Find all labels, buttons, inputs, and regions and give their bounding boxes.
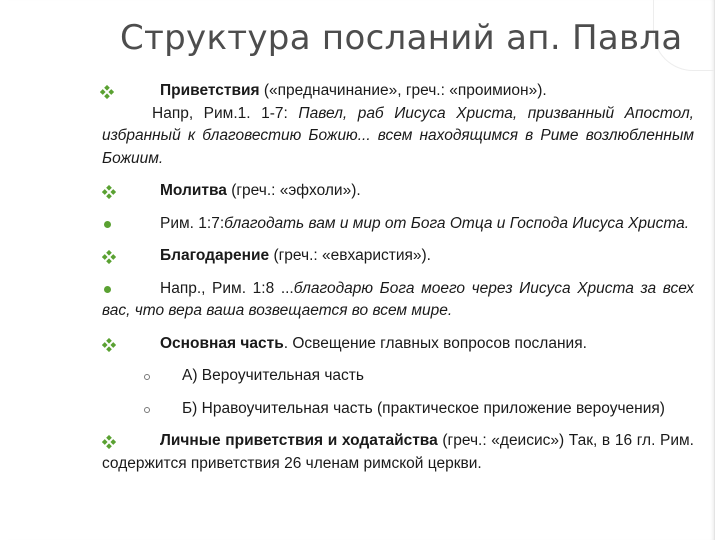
list-item (102, 278, 694, 323)
slide-title: Структура посланий ап. Павла (120, 18, 683, 58)
italic-quote: благодать вам и мир от Бога Отца и Господа Иисуса Христа. (224, 214, 689, 232)
list-item (102, 245, 694, 268)
sub-item-text: Б) Нравоучительная часть (практическое приложение вероучения) (182, 399, 665, 417)
body-text: (греч.: «евхаристия»). (269, 247, 431, 264)
list-item (102, 398, 694, 421)
heading-text: Приветствия (160, 82, 260, 99)
heading-text: Основная часть (160, 334, 284, 352)
list-item (102, 80, 694, 103)
green-dot-icon (104, 221, 111, 228)
ring-icon (144, 374, 150, 380)
checker-diamond-icon (102, 338, 116, 352)
body-text: Рим. 1:7: (160, 214, 225, 232)
body-text: (греч.: «деисис») Так, в 16 гл. Рим. содержится приветствия 26 членам римской церкви. (102, 432, 694, 472)
list-item (102, 333, 694, 356)
heading-text: Молитва (160, 182, 227, 199)
list-item (102, 213, 694, 236)
ring-icon (144, 407, 150, 413)
body-text: (греч.: «эфхоли»). (226, 182, 361, 199)
green-dot-icon (104, 286, 111, 293)
paragraph (102, 103, 694, 171)
body-text: («предначинание», греч.: «проимион»). (259, 82, 547, 99)
sub-item-text: А) Вероучительная часть (182, 367, 364, 384)
list-item (102, 430, 694, 475)
list-item (102, 365, 694, 388)
body-text: Напр, Рим.1. 1-7: (152, 104, 299, 122)
body-text: Напр., Рим. 1:8 ... (160, 279, 294, 297)
body-text: . Освещение главных вопросов послания. (283, 334, 587, 352)
italic-quote: благодарю Бога моего через Иисуса Христа за всех вас, что вера ваша возвещается во всем мире. (102, 279, 694, 319)
heading-text: Благодарение (160, 247, 270, 264)
italic-quote: Павел, раб Иисуса Христа, призванный Апостол, избранный к благовестию Божию... всем находящимся в Риме возлюбленным Божиим. (102, 104, 694, 167)
checker-diamond-icon (102, 435, 116, 449)
list-item (102, 180, 694, 203)
checker-diamond-icon (102, 250, 116, 264)
slide-content (102, 80, 694, 475)
checker-diamond-icon (102, 185, 116, 199)
checker-diamond-icon (100, 85, 114, 99)
heading-text: Личные приветствия и ходатайства (160, 432, 438, 449)
